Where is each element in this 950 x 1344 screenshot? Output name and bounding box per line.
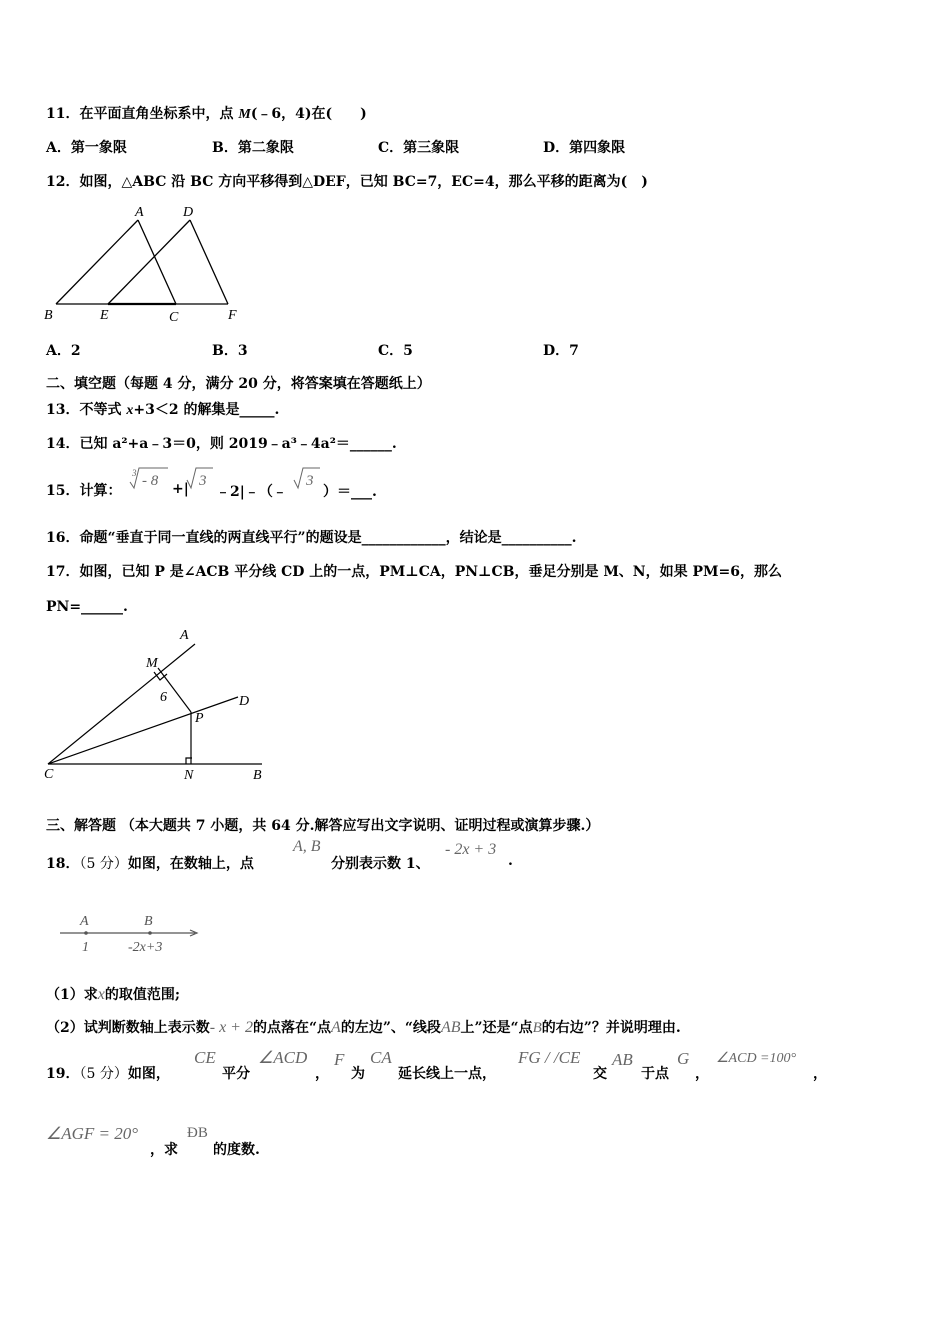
q16-stem: 16．命题“垂直于同一直线的两直线平行”的题设是____________，结论是__________. (46, 530, 577, 546)
q19-angle-acd: ∠ACD (258, 1048, 308, 1067)
q18-label-expr: -2x+3 (128, 940, 163, 955)
q19-text-10: ，求 (150, 1142, 178, 1158)
q19-text-8: ， (695, 1066, 709, 1082)
q18-stem-start: 18．（5 分）如图，在数轴上，点 (46, 856, 254, 872)
q19-stem-start: 19．（5 分）如图， (46, 1066, 170, 1082)
q18-part-2: （2）试判断数轴上表示数- x + 2的点落在“点A的左边”、“线段AB上”还是“点B的右边”？并说明理由. (46, 1019, 681, 1036)
q17-label-d: D (239, 694, 250, 709)
q12-translation-figure (40, 200, 250, 325)
q19-text-11: 的度数. (213, 1142, 260, 1158)
q15-stem: 15．计算： (46, 483, 122, 499)
q17-label-6: 6 (160, 690, 167, 705)
q18-label-a: A (80, 914, 89, 929)
q12-label-d: D (183, 205, 194, 220)
q12-option-a: A．2 (46, 343, 81, 359)
q19-text-9: ， (813, 1066, 827, 1082)
q17-angle-bisector-figure (40, 622, 275, 784)
q18-number-line (55, 905, 205, 960)
q18-stem-end: . (508, 853, 513, 869)
q15-radicand-2: 3 (199, 473, 207, 489)
q11-option-c: C．第三象限 (378, 140, 460, 156)
q12-label-a: A (135, 205, 144, 220)
q15-tail: ）＝___. (323, 484, 377, 500)
q11-option-a: A．第一象限 (46, 140, 127, 156)
q18-expression: - 2x + 3 (445, 841, 497, 858)
q19-g: G (677, 1049, 690, 1068)
q15-middle: ﹣2|﹣（﹣ (216, 484, 287, 500)
q18-part-1: （1）求x的取值范围; (46, 986, 181, 1003)
q13-stem: 13．不等式 x+3＜2 的解集是_____. (46, 402, 280, 418)
q17-stem-continued: PN=______. (46, 599, 128, 615)
q12-label-b: B (44, 308, 53, 323)
q19-text-6: 交 (593, 1066, 607, 1082)
q19-ce: CE (194, 1048, 216, 1067)
q15-sqrt-3-first (185, 464, 215, 496)
q12-option-d: D．7 (543, 343, 579, 359)
q18-points-ab: A, B (293, 838, 321, 855)
q11-option-b: B．第二象限 (212, 140, 294, 156)
section-2-heading: 二、填空题（每题 4 分，满分 20 分，将答案填在答题纸上） (46, 376, 431, 392)
q15-radicand-1: - 8 (142, 473, 159, 489)
q15-plus-abs: +| (172, 481, 189, 497)
q17-label-a: A (180, 628, 189, 643)
q18-label-b: B (144, 914, 153, 929)
q17-stem: 17．如图，已知 P 是∠ACB 平分线 CD 上的一点，PM⊥CA，PN⊥CB，垂足分别是 M、N，如果 PM=6，那么 (46, 564, 782, 580)
q12-label-e: E (100, 308, 109, 323)
q19-text-3: ， (315, 1066, 329, 1082)
q17-label-n: N (184, 768, 194, 783)
q14-stem: 14．已知 a²+a﹣3＝0，则 2019﹣a³﹣4a²＝______. (46, 436, 397, 452)
q12-stem: 12．如图，△ABC 沿 BC 方向平移得到△DEF，已知 BC=7，EC=4，那么平移的距离为( ) (46, 174, 648, 190)
q17-label-m: M (146, 656, 158, 671)
q15-radicand-3: 3 (306, 473, 314, 489)
q19-f: F (334, 1050, 345, 1069)
q19-text-2: 平分 (222, 1066, 250, 1082)
q17-label-p: P (195, 711, 204, 726)
q12-label-f: F (228, 308, 237, 323)
q19-ca: CA (370, 1048, 392, 1067)
q12-option-c: C．5 (378, 343, 413, 359)
q11-stem: 11．在平面直角坐标系中，点 M(﹣6，4)在( ) (46, 106, 367, 122)
q18-label-1: 1 (82, 940, 89, 955)
q12-option-b: B．3 (212, 343, 248, 359)
q19-text-5: 延长线上一点， (398, 1066, 496, 1082)
q18-stem-middle: 分别表示数 1、 (331, 856, 430, 872)
q19-angle-b: ÐB (187, 1125, 208, 1141)
q19-text-4: 为 (351, 1066, 365, 1082)
q19-angle-agf-20: ∠AGF = 20° (46, 1124, 139, 1143)
q19-ab: AB (612, 1050, 633, 1069)
q17-label-c: C (44, 767, 54, 782)
q19-text-7: 于点 (641, 1066, 669, 1082)
section-3-heading: 三、解答题 （本大题共 7 小题，共 64 分.解答应写出文字说明、证明过程或演算步骤.） (46, 818, 600, 834)
q12-label-c: C (169, 310, 179, 325)
q19-fg-parallel-ce: FG / /CE (518, 1048, 581, 1067)
q15-sqrt-3-second (292, 464, 322, 496)
q15-cube-root-index: 3 (132, 468, 137, 478)
q17-label-b: B (253, 768, 262, 783)
q11-option-d: D．第四象限 (543, 140, 626, 156)
q19-angle-acd-100: ∠ACD =100° (716, 1051, 797, 1066)
